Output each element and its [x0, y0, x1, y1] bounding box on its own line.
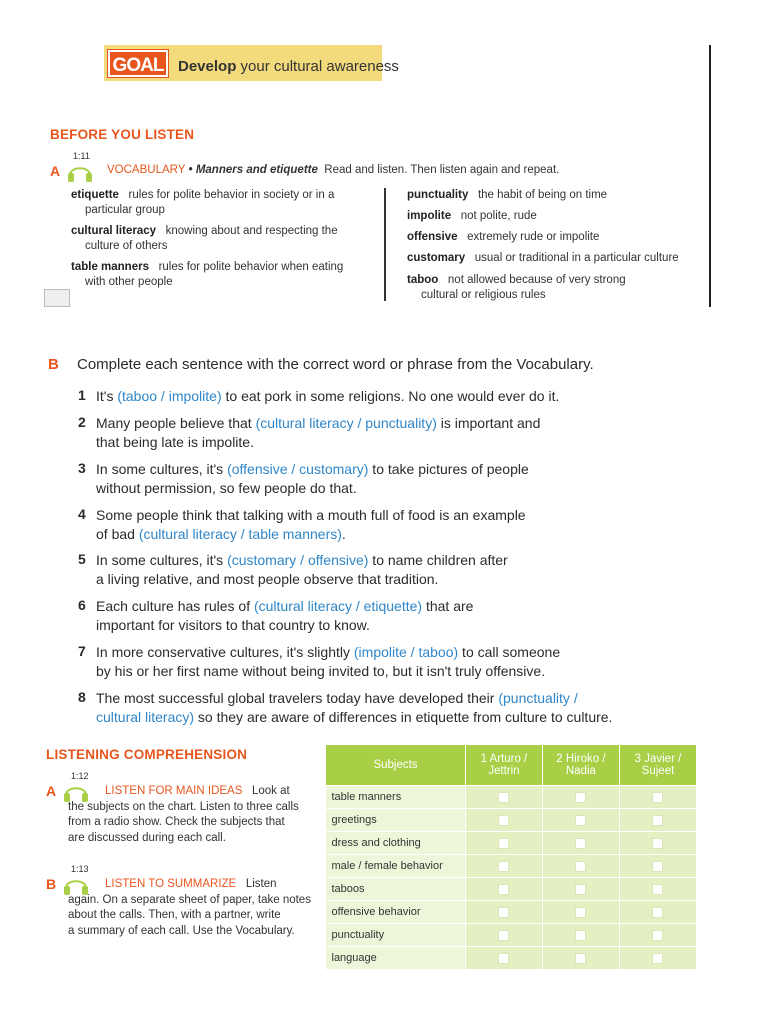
checkbox[interactable] [498, 861, 509, 872]
sentence-item: It's (taboo / impolite) to eat pork in some religions. No one would ever do it. [96, 388, 560, 404]
answer-options[interactable]: cultural literacy) [96, 709, 195, 725]
checkbox[interactable] [575, 838, 586, 849]
checkbox[interactable] [575, 930, 586, 941]
listen-summarize-text: LISTEN TO SUMMARIZE Listen again. On a separate sheet of paper, take notes about the calls. Then, with a partner, write a summary of each call. Use the Vocabulary. [68, 878, 311, 937]
sentence-item: In some cultures, it's (customary / offensive) to name children after a living relative, and most people observe that tradition. [96, 552, 508, 587]
table-row [326, 901, 697, 924]
checkbox[interactable] [575, 884, 586, 895]
checkbox[interactable] [498, 815, 509, 826]
checkbox[interactable] [652, 953, 663, 964]
checkbox[interactable] [498, 838, 509, 849]
table-row [326, 786, 697, 809]
subject-cell: offensive behavior [326, 901, 466, 924]
table-row [326, 855, 697, 878]
checkbox[interactable] [498, 884, 509, 895]
track-number: 1:11 [73, 151, 90, 161]
column-header: 3 Javier / Sujeet [619, 745, 696, 786]
vocab-item: taboo not allowed because of very strong cultural or religious rules [407, 274, 626, 301]
part-b-letter: B [48, 356, 59, 373]
audio-headphones-icon[interactable] [66, 151, 94, 188]
checkbox[interactable] [498, 953, 509, 964]
sticky-note-icon[interactable] [44, 289, 70, 307]
subjects-chart [325, 744, 697, 970]
checkbox[interactable] [652, 815, 663, 826]
answer-options[interactable]: (offensive / customary) [227, 461, 369, 477]
item-number: 1 [78, 387, 86, 403]
checkbox[interactable] [498, 792, 509, 803]
answer-options[interactable]: (taboo / impolite) [117, 388, 222, 404]
table-row [326, 832, 697, 855]
answer-options[interactable]: (customary / offensive) [227, 552, 369, 568]
checkbox[interactable] [652, 861, 663, 872]
vocab-item: cultural literacy knowing about and respecting the culture of others [71, 225, 338, 252]
checkbox[interactable] [575, 792, 586, 803]
headphones-icon [66, 161, 94, 183]
answer-options[interactable]: (punctuality / [498, 690, 578, 706]
vocab-item: etiquette rules for polite behavior in society or in a particular group [71, 189, 335, 216]
vocab-item: table manners rules for polite behavior when eating with other people [71, 261, 344, 288]
subject-cell: table manners [326, 786, 466, 809]
item-number: 6 [78, 597, 86, 613]
answer-options[interactable]: (impolite / taboo) [353, 644, 459, 660]
item-number: 8 [78, 689, 86, 705]
table-row [326, 947, 697, 970]
vocab-item: punctuality the habit of being on time [407, 189, 608, 201]
checkbox[interactable] [498, 907, 509, 918]
part-b-instruction: Complete each sentence with the correct word or phrase from the Vocabulary. [77, 356, 594, 373]
sentence-item: The most successful global travelers today have developed their (punctuality / cultural literacy) so they are aware of differences in etiquette from culture to culture. [96, 690, 613, 725]
sentence-item: In some cultures, it's (offensive / customary) to take pictures of people without permission, so few people do that. [96, 461, 529, 496]
checkbox[interactable] [652, 930, 663, 941]
subject-cell: male / female behavior [326, 855, 466, 878]
checkbox[interactable] [575, 907, 586, 918]
checkbox[interactable] [575, 953, 586, 964]
checkbox[interactable] [652, 907, 663, 918]
before-listen-heading: BEFORE YOU LISTEN [50, 127, 195, 142]
vocab-item: customary usual or traditional in a particular culture [407, 252, 679, 264]
part-a-letter: A [50, 163, 61, 179]
sentence-item: Some people think that talking with a mouth full of food is an example of bad (cultural literacy / table manners). [96, 507, 526, 542]
column-header: 1 Arturo / Jettrin [466, 745, 543, 786]
goal-logo: GOAL [108, 50, 168, 77]
part-a-instruction: VOCABULARY • Manners and etiquette Read and listen. Then listen again and repeat. [107, 164, 560, 176]
table-row [326, 878, 697, 901]
subject-cell: dress and clothing [326, 832, 466, 855]
answer-options[interactable]: (cultural literacy / punctuality) [255, 415, 437, 431]
subject-cell: punctuality [326, 924, 466, 947]
listening-heading: LISTENING COMPREHENSION [46, 747, 248, 762]
track-number: 1:13 [71, 864, 89, 874]
item-number: 4 [78, 506, 86, 522]
vocab-item: offensive extremely rude or impolite [407, 231, 600, 243]
item-number: 3 [78, 460, 86, 476]
answer-options[interactable]: (cultural literacy / table manners) [138, 526, 342, 542]
checkbox[interactable] [652, 792, 663, 803]
subject-cell: taboos [326, 878, 466, 901]
vocab-divider [384, 188, 386, 301]
listen-a-letter: A [46, 783, 57, 799]
column-header: 2 Hiroko / Nadia [542, 745, 619, 786]
item-number: 7 [78, 643, 86, 659]
goal-title: Develop your cultural awareness [178, 58, 399, 75]
column-header: Subjects [326, 745, 466, 786]
checkbox[interactable] [575, 861, 586, 872]
checkbox[interactable] [575, 815, 586, 826]
answer-options[interactable]: (cultural literacy / etiquette) [253, 598, 423, 614]
track-number: 1:12 [71, 771, 89, 781]
item-number: 2 [78, 414, 86, 430]
listen-b-letter: B [46, 876, 57, 892]
item-number: 5 [78, 551, 86, 567]
vocab-item: impolite not polite, rude [407, 210, 537, 222]
sentence-item: Many people believe that (cultural literacy / punctuality) is important and that being late is impolite. [96, 415, 541, 450]
checkbox[interactable] [652, 884, 663, 895]
table-row [326, 924, 697, 947]
sentence-item: In more conservative cultures, it's slightly (impolite / taboo) to call someone by his or her first name without being invited to, but it isn't truly offensive. [96, 644, 561, 679]
checkbox[interactable] [498, 930, 509, 941]
table-row [326, 809, 697, 832]
page-rule [709, 45, 711, 307]
checkbox[interactable] [652, 838, 663, 849]
sentence-item: Each culture has rules of (cultural literacy / etiquette) that are important for visitors to that country to know. [96, 598, 474, 633]
subject-cell: greetings [326, 809, 466, 832]
listen-main-ideas-text: LISTEN FOR MAIN IDEAS Look at the subjects on the chart. Listen to three calls from a radio show. Check the subjects that are discussed during each call. [68, 785, 299, 844]
subject-cell: language [326, 947, 466, 970]
